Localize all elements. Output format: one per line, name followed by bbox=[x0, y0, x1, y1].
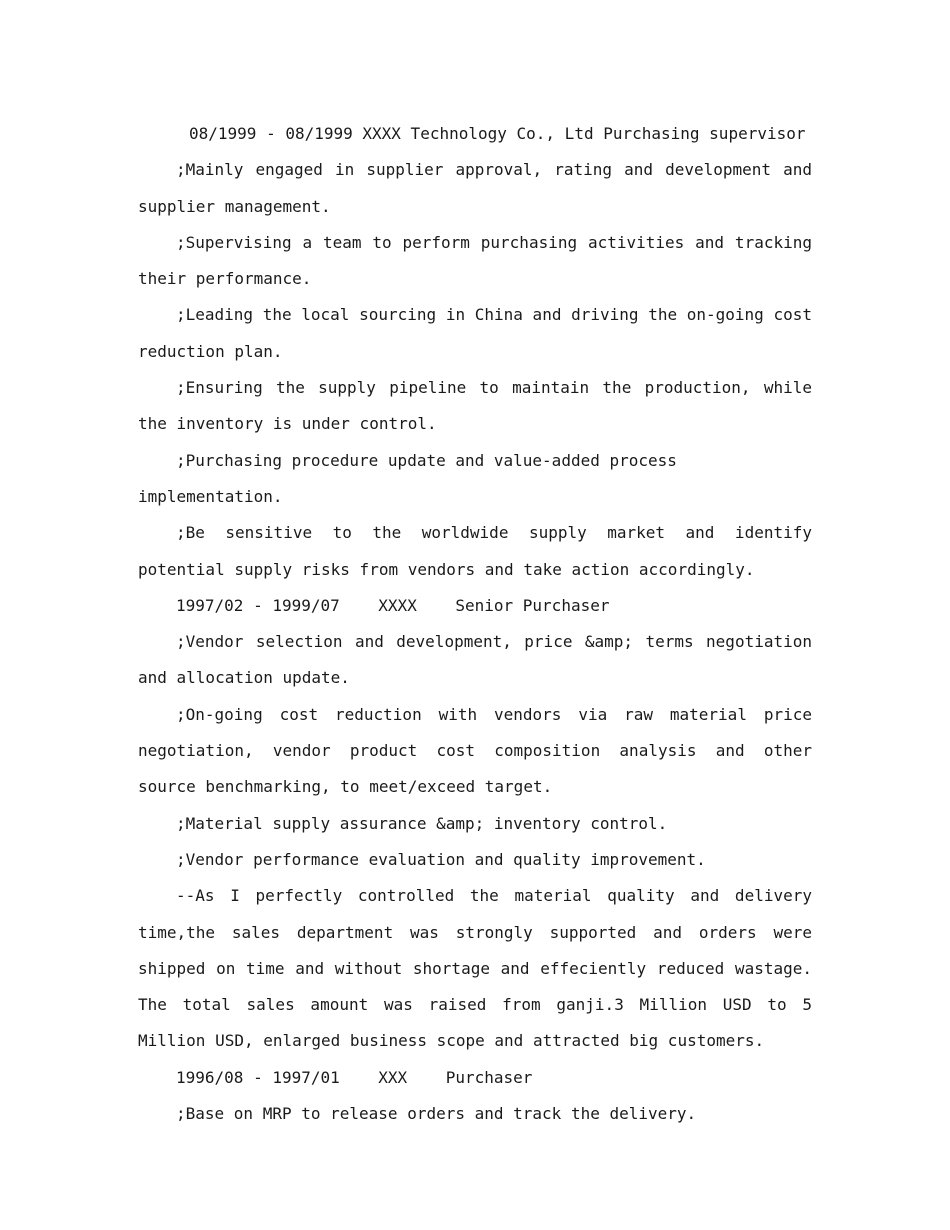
job-heading-purchasing-supervisor: 08/1999 - 08/1999 XXXX Technology Co., Ltd Purchasing supervisor bbox=[189, 124, 806, 143]
duty-paragraph: ;Vendor performance evaluation and quality improvement. bbox=[176, 849, 706, 869]
duty-paragraph: ;Material supply assurance &amp; inventory control. bbox=[176, 813, 668, 833]
duty-paragraph: ;On-going cost reduction with vendors via raw material price negotiation, vendor product cost composition analysis and other source benchmarking, to meet/exceed target. bbox=[138, 704, 812, 797]
duty-paragraph: ;Mainly engaged in supplier approval, rating and development and supplier management. bbox=[138, 160, 812, 216]
duty-paragraph: ;Base on MRP to release orders and track the delivery. bbox=[176, 1104, 697, 1124]
job-heading-purchaser: 1996/08 - 1997/01 XXX Purchaser bbox=[176, 1067, 533, 1087]
duty-paragraph: ;Supervising a team to perform purchasing activities and tracking their performance. bbox=[138, 232, 812, 289]
duty-paragraph: ;Purchasing procedure update and value-added process implementation. bbox=[138, 450, 677, 506]
duty-paragraph: ;Be sensitive to the worldwide supply market and identify potential supply risks from vendors and take action accordingly. bbox=[138, 523, 812, 579]
achievement-paragraph: --As I perfectly controlled the material quality and delivery time,the sales department was strongly supported and orders were shipped on time and without shortage and effeciently reduced wastage. The total sales amount was raised from ganji.3 Million USD to 5 Million USD, enlarged business scope and attracted big customers. bbox=[138, 886, 812, 1051]
job-heading-senior-purchaser: 1997/02 - 1999/07 XXXX Senior Purchaser bbox=[176, 595, 610, 615]
duty-paragraph: ;Ensuring the supply pipeline to maintain the production, while the inventory is under control. bbox=[138, 378, 812, 434]
duty-paragraph: ;Leading the local sourcing in China and driving the on-going cost reduction plan. bbox=[138, 305, 812, 361]
duty-paragraph: ;Vendor selection and development, price &amp; terms negotiation and allocation update. bbox=[138, 632, 812, 688]
